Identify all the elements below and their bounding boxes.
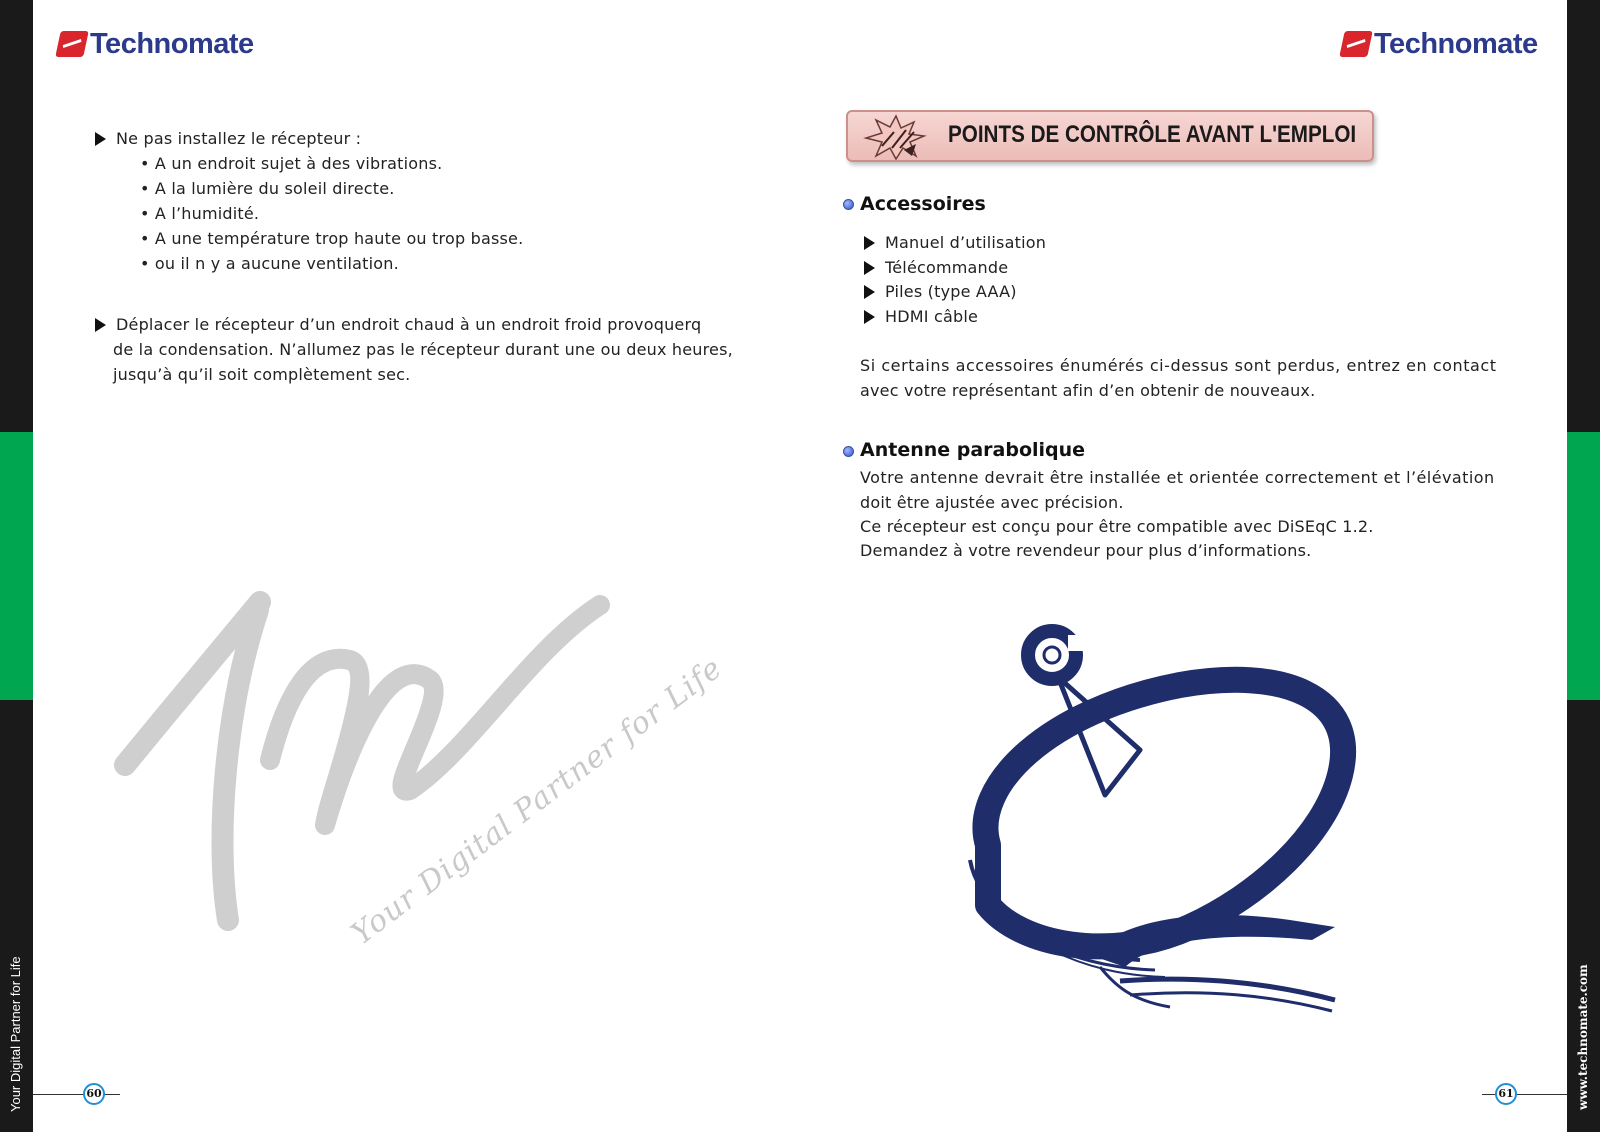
dish-text-line3: Ce récepteur est conçu pour être compatible avec DiSEqC 1.2. — [860, 517, 1374, 536]
brand-logo-right — [1342, 24, 1538, 64]
bullet-triangle-icon — [864, 261, 875, 275]
condensation-warning-line2: de la condensation. N’allumez pas le récepteur durant une ou deux heures, — [113, 340, 733, 359]
watermark-tagline: Your Digital Partner for Life — [345, 650, 730, 952]
right-side-band-green — [1567, 432, 1600, 700]
bullet-triangle-icon — [864, 236, 875, 250]
brand-mark-icon — [55, 31, 89, 57]
brand-logo-left — [58, 24, 254, 64]
side-url: www.technomate.com — [1576, 964, 1590, 1110]
install-warning-intro — [95, 126, 361, 151]
footer-line-left — [33, 1094, 120, 1095]
list-item: • A une température trop haute ou trop basse. — [140, 229, 524, 248]
accessories-note-line2: avec votre représentant afin d’en obtenir de nouveaux. — [860, 381, 1316, 400]
install-warning-text: Ne pas installez le récepteur : — [116, 129, 362, 148]
dish-text-line1: Votre antenne devrait être installée et orientée correctement et l’élévation — [860, 468, 1495, 487]
section-banner — [846, 110, 1374, 162]
dish-text-line4: Demandez à votre revendeur pour plus d’informations. — [860, 541, 1312, 560]
list-item — [864, 304, 978, 329]
brand-name: Technomate — [1374, 27, 1538, 60]
brand-mark-icon — [1339, 31, 1373, 57]
accessory-label: Manuel d’utilisation — [885, 233, 1047, 252]
left-side-band-top — [0, 0, 33, 432]
accessory-label: Piles (type AAA) — [885, 282, 1017, 301]
brand-name: Technomate — [90, 27, 254, 60]
bullet-triangle-icon — [864, 285, 875, 299]
left-side-band-green — [0, 432, 33, 700]
condensation-text: Déplacer le récepteur d’un endroit chaud à un endroit froid provoquerq — [116, 315, 702, 334]
bullet-triangle-icon — [95, 318, 106, 332]
dish-heading: Antenne parabolique — [860, 439, 1086, 461]
checklist-star-icon — [854, 114, 938, 160]
accessories-heading: Accessoires — [860, 193, 986, 215]
right-side-band-top — [1567, 0, 1600, 432]
condensation-warning-line3: jusqu’à qu’il soit complètement sec. — [113, 365, 411, 384]
dish-text-line2: doit être ajustée avec précision. — [860, 493, 1124, 512]
bullet-triangle-icon — [864, 310, 875, 324]
bullet-triangle-icon — [95, 132, 106, 146]
list-item: • ou il n y a aucune ventilation. — [140, 254, 399, 273]
side-tagline: Your Digital Partner for Life — [8, 956, 23, 1112]
section-bullet-icon — [843, 199, 854, 210]
condensation-warning-line1 — [95, 312, 701, 337]
list-item: • A la lumière du soleil directe. — [140, 179, 395, 198]
banner-title: POINTS DE CONTRÔLE AVANT L'EMPLOI — [948, 121, 1357, 148]
list-item — [864, 230, 1046, 255]
accessories-note-line1: Si certains accessoires énumérés ci-dessus sont perdus, entrez en contact — [860, 356, 1497, 375]
page-number-left: 60 — [83, 1083, 105, 1105]
accessory-label: HDMI câble — [885, 307, 979, 326]
accessory-label: Télécommande — [885, 258, 1009, 277]
list-item: • A un endroit sujet à des vibrations. — [140, 154, 443, 173]
satellite-dish-illustration — [940, 615, 1380, 1055]
list-item — [864, 255, 1008, 280]
section-bullet-icon — [843, 446, 854, 457]
page-number-right: 61 — [1495, 1083, 1517, 1105]
list-item — [864, 279, 1017, 304]
list-item: • A l’humidité. — [140, 204, 260, 223]
dish-base — [1090, 915, 1335, 967]
